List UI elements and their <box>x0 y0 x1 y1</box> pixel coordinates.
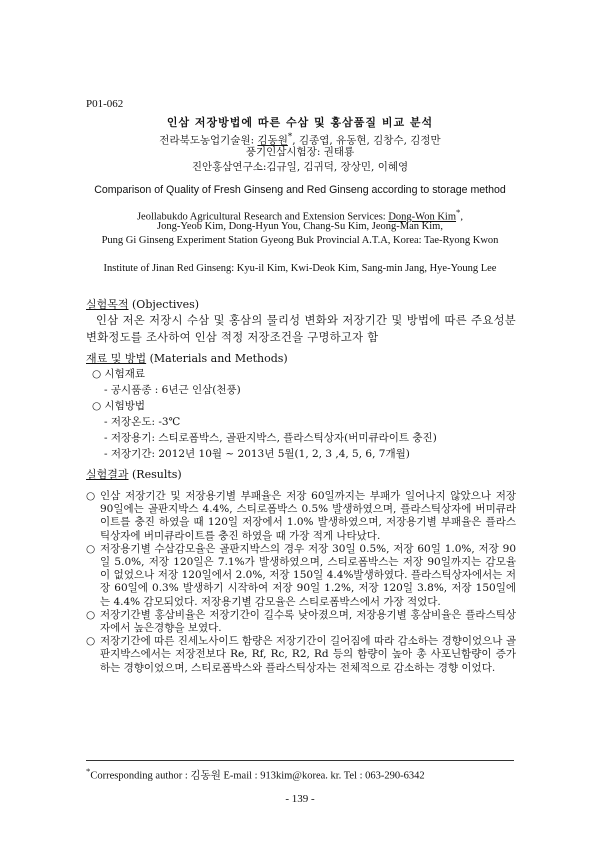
korean-affiliation-3: 진안홍삼연구소:김규일, 김귀덕, 장상민, 이혜영 <box>191 161 409 173</box>
korean-affiliation-2: 풍기인삼시험장: 권태룡 <box>245 146 355 158</box>
english-title: Comparison of Quality of Fresh Ginseng and Red Ginseng according to storage method <box>94 184 506 196</box>
result-item-ginsenoside <box>86 635 516 675</box>
result-item-decay <box>86 490 516 543</box>
english-affiliation-2: Pung Gi Ginseng Experiment Station Gyeong Buk Provincial A.T.A, Korea: Tae-Ryong Kwon <box>101 235 499 246</box>
methods-heading-en: (Materials and Methods) <box>146 352 288 365</box>
objectives-text: 인삼 저온 저장시 수삼 및 홍삼의 물리성 변화와 저장기간 및 방법에 따른 주요성분 변화정도를 조사하여 인삼 적정 저장조건을 구명하고자 함 <box>86 314 516 344</box>
korean-title: 인삼 저장방법에 따른 수삼 및 홍삼품질 비교 분석 <box>166 116 434 129</box>
footnote-star: * <box>86 766 91 776</box>
results-list <box>86 490 516 675</box>
objectives-heading-kr: 실험목적 <box>86 298 129 311</box>
result-text-weight-loss: 저장용기별 수삼감모율은 골판지박스의 경우 저장 30일 0.5%, 저장 60일 1.0%, 저장 90일 5.0%, 저장 120일은 7.1%가 발생하였으며, 스티로폼박스는 저장 90일까지는 감모율이 없었으나 저장 120일에서 2.0%, 저장 150일 4.4%발생하였다. 플라스틱상자에서는 저장 60일에 0.3% 발생하기 시작하여 저장 90일 1.2%, 저장 120일 3.8%, 저장 150일에는 4.4% 감모되었다. 저장용기별 감모율은 스티로폼박스에서 가장 적었다. <box>100 542 516 608</box>
methods-line-temperature: - 저장온도: -3℃ <box>104 416 181 428</box>
kr-presenter-star: * <box>287 132 293 142</box>
methods-heading-kr: 재료 및 방법 <box>86 352 147 365</box>
result-bullet: ○ <box>86 608 96 621</box>
result-text-decay: 인삼 저장기간 및 저장용기별 부패율은 저장 60일까지는 부패가 일어나지 않았으나 저장 90일에는 골판지박스 4.4%, 스티로폼박스 0.5% 발생하였으며, 플라스틱상자에 버미큐라이트를 충진 하였을 때 120일 저장에서 1.0% 발생하였으며, 저장용기별 부패율은 플라스틱상자에 버미큐라이트를 충진 하였을 때 가장 적게 나타났다. <box>100 490 516 542</box>
result-bullet: ○ <box>86 635 96 648</box>
result-item-weight-loss <box>86 543 516 609</box>
methods-line-variety: - 공시품종 : 6년근 인삼(천풍) <box>104 384 241 396</box>
methods-line-container: - 저장용기: 스티로폼박스, 골판지박스, 플라스틱상자(버미큐라이트 충진) <box>104 432 437 444</box>
english-affiliation-3: Institute of Jinan Red Ginseng: Kyu-il Kim, Kwi-Deok Kim, Sang-min Jang, Hye-Young Lee <box>103 263 497 274</box>
result-text-red-ginseng-ratio: 저장기간별 홍삼비율은 저장기간이 길수록 낮아졌으며, 저장용기별 홍삼비율은 플라스틱상자에서 높은경향을 보였다. <box>100 608 516 635</box>
methods-heading <box>86 350 288 366</box>
objectives-heading <box>86 296 199 312</box>
footnote-text: Corresponding author : 김동원 E-mail : 913kim@korea. kr. Tel : 063-290-6342 <box>90 770 425 782</box>
methods-line-materials: ○ 시험재료 <box>92 368 146 380</box>
kr-aff1-authors: , 김종엽, 유동현, 김창수, 김정만 <box>292 134 441 147</box>
corresponding-author-footnote <box>86 766 425 783</box>
result-item-red-ginseng-ratio <box>86 609 516 635</box>
english-affiliation-1-authors: Jong-Yeob Kim, Dong-Hyun You, Chang-Su Kim, Jeong-Man Kim, <box>157 221 443 232</box>
result-text-ginsenoside: 저장기간에 따른 진세노사이드 함량은 저장기간이 길어짐에 따라 감소하는 경향이었으나 골판지박스에서는 저장전보다 Re, Rf, Rc, R2, Rd 등의 함량이 높아 총 사포닌함량이 증가하는 경향이었으며, 스티로폼박스와 플라스틱상자는 전체적으로 감소하는 경향 이었다. <box>100 635 516 674</box>
en-presenter-name: Dong-Won Kim <box>388 211 457 223</box>
footnote-divider <box>86 760 514 761</box>
en-presenter-star: * <box>456 207 461 217</box>
en-aff1-prefix: Jeollabukdo Agricultural Research and Extension Services: <box>136 211 389 223</box>
results-heading-en: (Results) <box>128 468 182 481</box>
kr-presenter-name: 김동원 <box>257 134 288 147</box>
result-bullet: ○ <box>86 542 96 555</box>
en-aff1-suffix: , <box>460 211 464 223</box>
methods-line-method: ○ 시험방법 <box>92 400 146 412</box>
page-number: - 139 - <box>285 793 315 805</box>
result-bullet: ○ <box>86 490 96 502</box>
results-heading-kr: 실험결과 <box>86 468 129 481</box>
abstract-code: P01-062 <box>86 98 124 110</box>
objectives-heading-en: (Objectives) <box>128 298 200 311</box>
kr-aff1-prefix: 전라북도농업기술원: <box>159 134 258 147</box>
methods-line-period: - 저장기간: 2012년 10월 ~ 2013년 5월(1, 2, 3 ,4, 5, 6, 7개월) <box>104 448 410 460</box>
results-heading <box>86 466 182 482</box>
